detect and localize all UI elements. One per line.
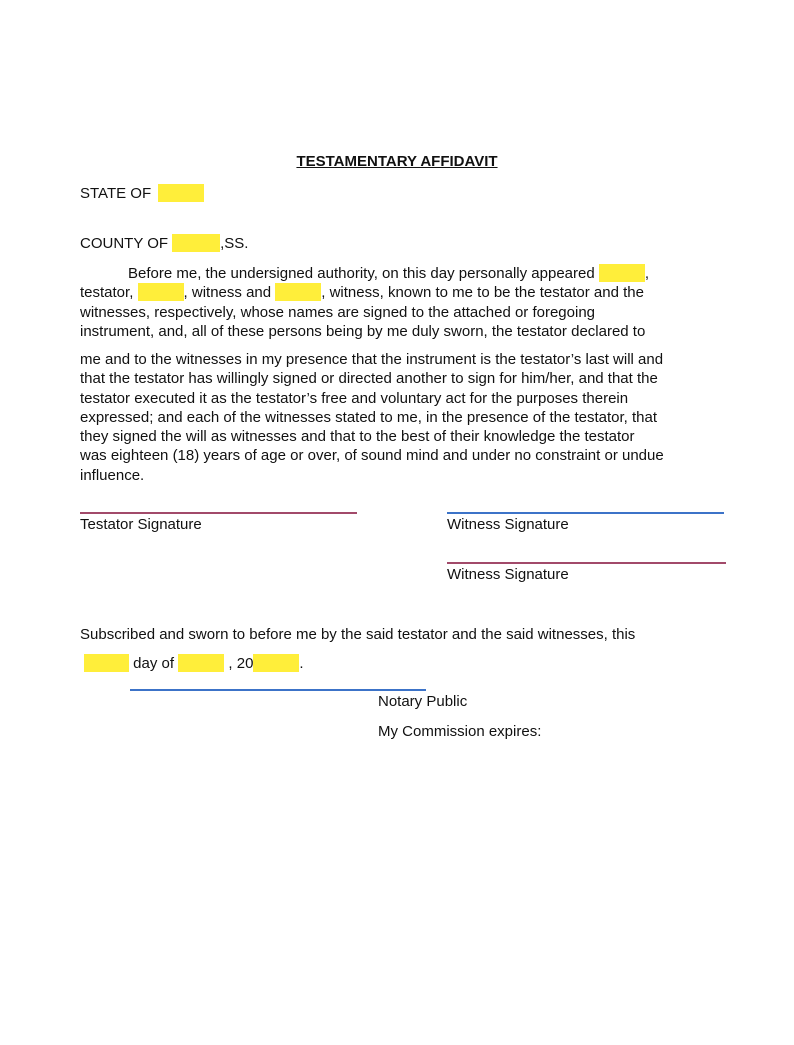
paragraph-1 [80, 264, 730, 341]
county-blank[interactable] [172, 234, 220, 252]
para1-text-2b: , witness and [183, 284, 272, 302]
para1-line-1 [80, 264, 730, 283]
month-blank[interactable] [178, 654, 224, 672]
para2-line: me and to the witnesses in my presence that the instrument is the testator’s last will and [80, 351, 664, 368]
year-blank[interactable] [253, 654, 299, 672]
para1-line-2 [80, 283, 730, 302]
date-line [84, 654, 304, 672]
para2-line: expressed; and each of the witnesses stated to me, in the presence of the testator, that [80, 408, 658, 426]
document-title: TESTAMENTARY AFFIDAVIT [296, 153, 498, 170]
witness-signature-label-1: Witness Signature [447, 516, 569, 533]
testator-signature-line[interactable] [80, 512, 357, 514]
para2-line: influence. [80, 466, 145, 484]
date-period: . [299, 655, 304, 672]
subscribed-text: Subscribed and sworn to before me by the said testator and the said witnesses, this [80, 626, 636, 643]
para2-line: they signed the will as witnesses and that to the best of their knowledge the testator [80, 428, 635, 446]
para1-comma: , [644, 265, 650, 282]
paragraph-2 [80, 350, 730, 485]
para2-line: testator executed it as the testator’s free and voluntary act for the purposes therein [80, 389, 629, 407]
para1-text-2a: testator, [80, 284, 134, 302]
para2-line: that the testator has willingly signed or directed another to sign for him/her, and that the [80, 370, 658, 388]
day-of-text: day of [133, 655, 175, 672]
notary-signature-line[interactable] [130, 689, 426, 691]
county-label: COUNTY OF [80, 235, 169, 252]
testator-blank[interactable] [138, 283, 184, 301]
para2-line: was eighteen (18) years of age or over, of sound mind and under no constraint or undue [80, 447, 664, 465]
year-prefix-text: , 20 [228, 655, 254, 672]
testator-signature-label: Testator Signature [80, 516, 202, 533]
commission-expires-label: My Commission expires: [378, 723, 542, 740]
appeared-blank[interactable] [599, 264, 645, 282]
witness-signature-line-1[interactable] [447, 512, 724, 514]
notary-public-label: Notary Public [378, 693, 468, 710]
county-line [80, 234, 248, 252]
para1-text-2c: , witness, known to me to be the testator and the [321, 284, 644, 302]
witness-signature-label-2: Witness Signature [447, 566, 569, 583]
state-blank[interactable] [158, 184, 204, 202]
witness-signature-line-2[interactable] [447, 562, 726, 564]
para1-text-1: Before me, the undersigned authority, on this day personally appeared [128, 265, 595, 282]
county-suffix: ,SS. [220, 235, 249, 252]
state-label: STATE OF [80, 185, 152, 202]
witness-blank[interactable] [275, 283, 321, 301]
para1-line-4: instrument, and, all of these persons being by me duly sworn, the testator declared to [80, 322, 646, 340]
para1-line-3: witnesses, respectively, whose names are signed to the attached or foregoing [80, 303, 596, 321]
day-blank[interactable] [84, 654, 129, 672]
state-line [80, 184, 204, 202]
